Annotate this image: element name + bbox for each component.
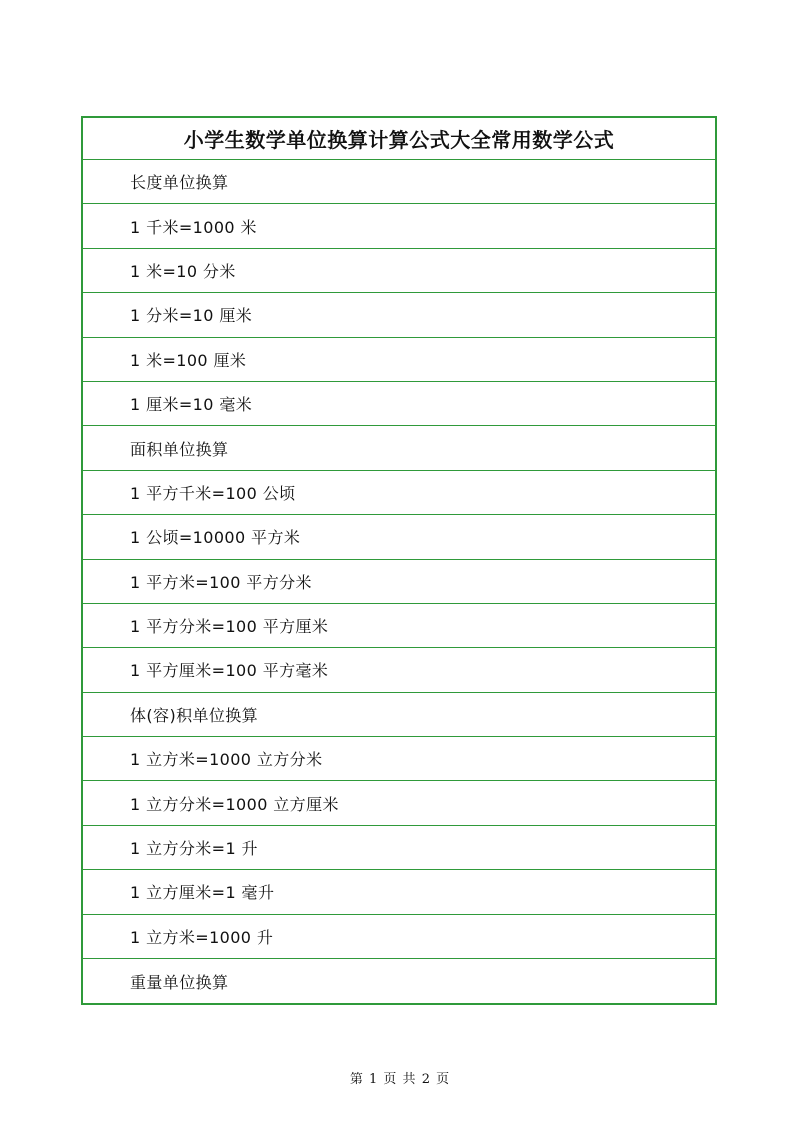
table-row: 重量单位换算 <box>130 972 229 992</box>
table-row: 1 立方分米=1 升 <box>83 826 715 870</box>
table-row: 面积单位换算 <box>83 426 715 470</box>
table-row: 1 米=100 厘米 <box>83 338 715 382</box>
table-row: 1 分米=10 厘米 <box>83 293 715 337</box>
conversion-table <box>81 116 717 1005</box>
table-row: 1 千米=1000 米 <box>83 204 715 248</box>
page-number-footer: 第 1 页 共 2 页 <box>349 1072 451 1087</box>
table-row: 1 公顷=10000 平方米 <box>83 515 715 559</box>
table-row: 1 立方米=1000 升 <box>83 915 715 959</box>
table-row: 1 立方米=1000 立方分米 <box>83 737 715 781</box>
document-title: 小学生数学单位换算计算公式大全常用数学公式 <box>83 118 715 160</box>
table-row: 1 立方厘米=1 毫升 <box>83 870 715 914</box>
table-row: 1 立方分米=1000 立方厘米 <box>83 781 715 825</box>
table-row: 1 平方千米=100 公顷 <box>83 471 715 515</box>
table-row: 长度单位换算 <box>83 160 715 204</box>
table-row: 1 厘米=10 毫米 <box>83 382 715 426</box>
table-row: 1 平方厘米=100 平方毫米 <box>83 648 715 692</box>
table-row: 1 平方米=100 平方分米 <box>83 560 715 604</box>
table-row: 1 米=10 分米 <box>83 249 715 293</box>
table-row: 1 平方分米=100 平方厘米 <box>83 604 715 648</box>
table-row: 体(容)积单位换算 <box>83 693 715 737</box>
